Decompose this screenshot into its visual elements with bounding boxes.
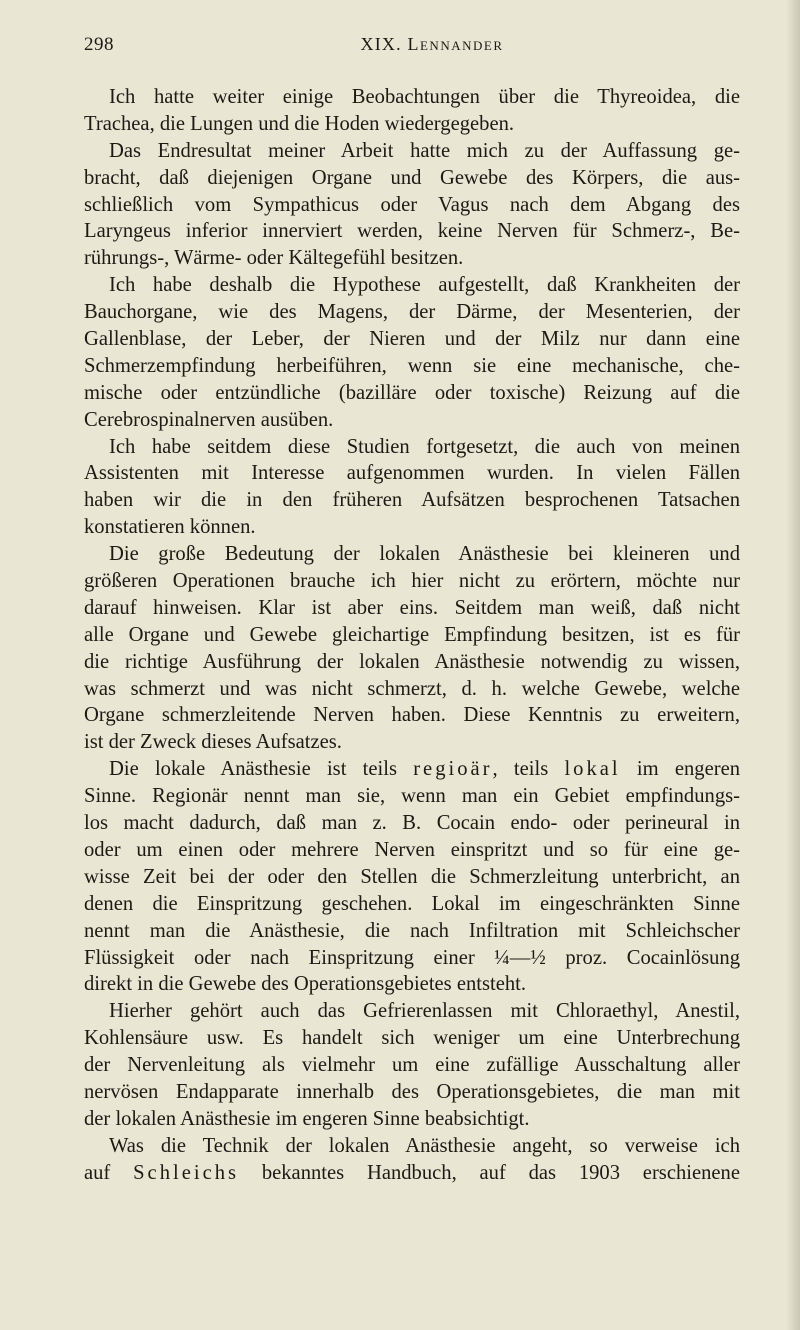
text-line: der lokalen Anästhesie im engeren Sinne beabsichtigt. — [84, 1107, 530, 1130]
body-text — [84, 84, 740, 1187]
text-line: Organe schmerzleitende Nerven haben. Diese Kenntnis zu erweitern, — [84, 704, 740, 727]
text-line: Ich hatte weiter einige Beobachtungen über die Thyreoidea, die — [109, 86, 740, 108]
text-line: denen die Einspritzung geschehen. Lokal im eingeschränkten Sinne — [84, 892, 740, 915]
text-line: Trachea, die Lungen und die Hoden wiedergegeben. — [84, 112, 515, 135]
text-line: los macht dadurch, daß man z. B. Cocain endo- oder perineural in — [84, 812, 740, 835]
text-line: was schmerzt und was nicht schmerzt, d. h. welche Gewebe, welche — [84, 677, 740, 700]
author-name: Lennander — [407, 34, 504, 54]
text-line: Gallenblase, der Leber, der Nieren und der Milz nur dann eine — [84, 328, 740, 351]
running-head — [84, 34, 740, 55]
text-line: Sinne. Regionär nennt man sie, wenn man ein Gebiet empfindungs- — [84, 785, 740, 808]
text-line: wisse Zeit bei der oder den Stellen die Schmerzleitung unterbricht, an — [84, 865, 740, 888]
text-line: Cerebrospinalnerven ausüben. — [84, 408, 334, 431]
page-number: 298 — [84, 34, 114, 55]
text-line: ist der Zweck dieses Aufsatzes. — [84, 731, 342, 754]
text-line: nennt man die Anästhesie, die nach Infiltration mit Schleichscher — [84, 919, 740, 942]
text-line: Assistenten mit Interesse aufgenommen wurden. In vielen Fällen — [84, 462, 740, 485]
text-line: alle Organe und Gewebe gleichartige Empfindung besitzen, ist es für — [84, 623, 740, 646]
text-line: nervösen Endapparate innerhalb des Operationsgebietes, die man mit — [84, 1080, 740, 1103]
emphasized-text: Schleichs — [133, 1161, 240, 1184]
text-line: Bauchorgane, wie des Magens, der Därme, der Mesenterien, der — [84, 301, 740, 324]
text-line: der Nervenleitung als vielmehr um eine zufällige Ausschaltung aller — [84, 1054, 740, 1077]
text-segment: bekanntes Handbuch, auf das 1903 erschienene — [239, 1161, 740, 1184]
text-line: oder um einen oder mehrere Nerven einspritzt und so für eine ge- — [84, 838, 740, 861]
text-line: rührungs-, Wärme- oder Kältegefühl besitzen. — [84, 247, 464, 270]
text-line: Die große Bedeutung der lokalen Anästhesie bei kleineren und — [109, 543, 740, 566]
text-line: schließlich vom Sympathicus oder Vagus nach dem Abgang des — [84, 193, 740, 216]
text-line: Kohlensäure usw. Es handelt sich weniger um eine Unterbrechung — [84, 1027, 740, 1050]
text-line — [84, 756, 740, 783]
text-line: bracht, daß diejenigen Organe und Gewebe des Körpers, die aus- — [84, 166, 740, 189]
text-line: haben wir die in den früheren Aufsätzen besprochenen Tatsachen — [84, 489, 740, 512]
page-header — [84, 34, 740, 60]
text-line: konstatieren können. — [84, 516, 256, 539]
emphasized-text: lokal — [564, 758, 621, 781]
text-line: Ich habe seitdem diese Studien fortgesetzt, die auch von meinen — [109, 435, 740, 458]
chapter-number: XIX. — [360, 34, 402, 54]
emphasized-text: regioär — [413, 758, 493, 781]
text-segment: Die lokale Anästhesie ist teils — [109, 758, 414, 781]
text-line: Schmerzempfindung herbeiführen, wenn sie eine mechanische, che- — [84, 354, 740, 377]
text-segment: im engeren — [620, 758, 741, 781]
text-line: größeren Operationen brauche ich hier nicht zu erörtern, möchte nur — [84, 570, 740, 593]
text-line: die richtige Ausführung der lokalen Anästhesie notwendig zu wissen, — [84, 650, 740, 673]
text-line: Ich habe deshalb die Hypothese aufgestellt, daß Krankheiten der — [109, 274, 740, 297]
text-segment: auf — [84, 1161, 134, 1184]
text-line: direkt in die Gewebe des Operationsgebietes entsteht. — [84, 973, 527, 996]
text-line: Hierher gehört auch das Gefrierenlassen mit Chloraethyl, Anestil, — [109, 1000, 740, 1023]
text-line: mische oder entzündliche (bazilläre oder toxische) Reizung auf die — [84, 381, 740, 404]
text-line: Was die Technik der lokalen Anästhesie angeht, so verweise ich — [109, 1134, 740, 1157]
text-line: Das Endresultat meiner Arbeit hatte mich zu der Auffassung ge- — [109, 139, 740, 162]
text-segment: , teils — [492, 758, 565, 781]
text-line: Laryngeus inferior innerviert werden, keine Nerven für Schmerz-, Be- — [84, 220, 740, 243]
page-edge-shadow — [786, 0, 800, 1330]
text-line — [84, 1160, 740, 1187]
text-line: darauf hinweisen. Klar ist aber eins. Seitdem man weiß, daß nicht — [84, 596, 740, 619]
text-line: Flüssigkeit oder nach Einspritzung einer ¼—½ proz. Cocainlösung — [84, 946, 740, 969]
